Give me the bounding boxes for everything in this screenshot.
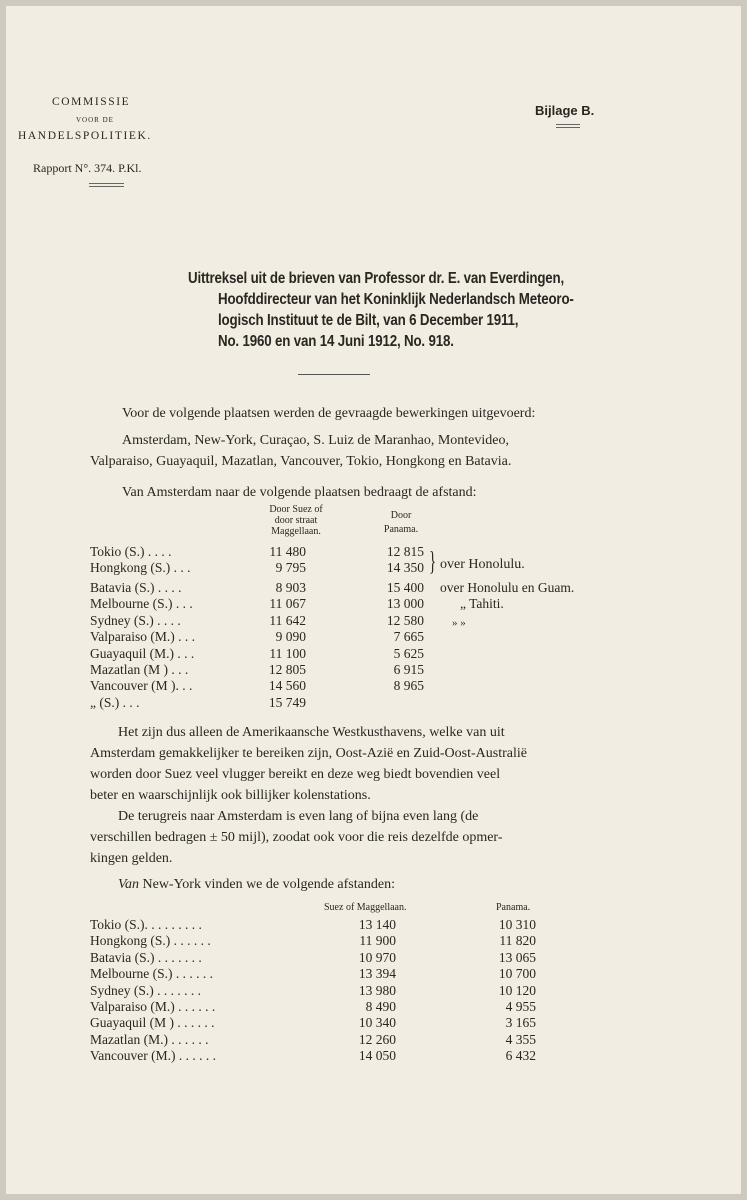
table-row: Hongkong (S.) . . . 9 795 14 350 <box>90 560 424 576</box>
table-row: Sydney (S.) . . . . . . . 13 980 10 120 <box>90 982 536 998</box>
document-page <box>6 6 741 1194</box>
table1 <box>90 544 650 714</box>
para3-line-3: kingen gelden. <box>90 851 173 866</box>
table-row: Guayaquil (M.) . . . 11 100 5 625 <box>90 645 424 661</box>
header-rule <box>89 183 124 187</box>
table-row: Batavia (S.) . . . . 8 903 15 400 over Honolulu en Guam. <box>90 580 575 595</box>
table1-col2-header: Door Panama. <box>383 510 419 535</box>
para3-line-1: De terugreis naar Amsterdam is even lang of bijna even lang (de <box>118 809 479 824</box>
table2 <box>90 917 650 1067</box>
intro-line-3: Valparaiso, Guayaquil, Mazatlan, Vancouver, Tokio, Hongkong en Batavia. <box>90 454 512 469</box>
table-row: Guayaquil (M ) . . . . . . 10 340 3 165 <box>90 1015 536 1031</box>
brace: } <box>429 546 437 576</box>
table2-intro: Van New-York vinden we de volgende afstanden: <box>118 877 395 892</box>
table-row: „ (S.) . . . 15 749 <box>90 694 306 710</box>
brace-note: over Honolulu. <box>440 557 525 572</box>
appendix-rule <box>556 124 580 128</box>
table-row: Tokio (S.) . . . . 11 480 12 815 <box>90 544 424 559</box>
table-row: Sydney (S.) . . . . 11 642 12 580 » » <box>90 612 466 629</box>
table1-col1-header: Door Suez of door straat Maggellaan. <box>269 504 323 537</box>
para2-line-4: beter en waarschijnlijk ook billijker kolenstations. <box>90 788 371 803</box>
table-row: Batavia (S.) . . . . . . . 10 970 13 065 <box>90 949 536 965</box>
para2-line-3: worden door Suez veel vlugger bereikt en deze weg biedt bovendien veel <box>90 767 501 782</box>
title-line-2: Hoofddirecteur van het Koninklijk Nederlandsch Meteoro- <box>218 291 574 308</box>
para3-line-2: verschillen bedragen ± 50 mijl), zoodat ook voor die reis dezelfde opmer- <box>90 830 503 845</box>
intro-line-1: Voor de volgende plaatsen werden de gevraagde bewerkingen uitgevoerd: <box>122 406 536 421</box>
table-row: Vancouver (M ). . . 14 560 8 965 <box>90 678 424 694</box>
table-row: Melbourne (S.) . . . 11 067 13 000 „ Tahiti. <box>90 596 504 612</box>
title-line-4: No. 1960 en van 14 Juni 1912, No. 918. <box>218 333 454 350</box>
para2-line-1: Het zijn dus alleen de Amerikaansche Westkusthavens, welke van uit <box>118 725 505 740</box>
table2-col1-header: Suez of Maggellaan. <box>324 902 407 913</box>
title-rule <box>298 374 370 375</box>
table-row: Mazatlan (M.) . . . . . . 12 260 4 355 <box>90 1031 536 1047</box>
title-line-1: Uittreksel uit de brieven van Professor dr. E. van Everdingen, <box>188 270 565 287</box>
table2-col2-header: Panama. <box>496 902 531 913</box>
table-row: Valparaiso (M.) . . . . . . 8 490 4 955 <box>90 999 536 1014</box>
table-row: Hongkong (S.) . . . . . . 11 900 11 820 <box>90 933 536 949</box>
table-row: Tokio (S.). . . . . . . . . 13 140 10 310 <box>90 917 536 932</box>
table-row: Valparaiso (M.) . . . 9 090 7 665 <box>90 629 424 645</box>
para2-line-2: Amsterdam gemakkelijker te bereiken zijn, Oost-Azië en Zuid-Oost-Australië <box>90 746 527 761</box>
header-commissie: COMMISSIE <box>52 96 131 108</box>
title-line-3: logisch Instituut te de Bilt, van 6 December 1911, <box>218 312 519 329</box>
header-handelspolitiek: HANDELSPOLITIEK. <box>18 130 152 142</box>
intro-line-2: Amsterdam, New-York, Curaçao, S. Luiz de Maranhao, Montevideo, <box>122 433 509 448</box>
table-row: Melbourne (S.) . . . . . . 13 394 10 700 <box>90 966 536 982</box>
header-voor-de: VOOR DE <box>76 116 114 124</box>
appendix-label: Bijlage B. <box>535 103 595 118</box>
intro-line-4: Van Amsterdam naar de volgende plaatsen bedraagt de afstand: <box>122 485 477 500</box>
table-row: Vancouver (M.) . . . . . . 14 050 6 432 <box>90 1048 536 1064</box>
report-number: Rapport N°. 374. P.Kl. <box>33 161 142 175</box>
table-row: Mazatlan (M ) . . . 12 805 6 915 <box>90 662 424 677</box>
